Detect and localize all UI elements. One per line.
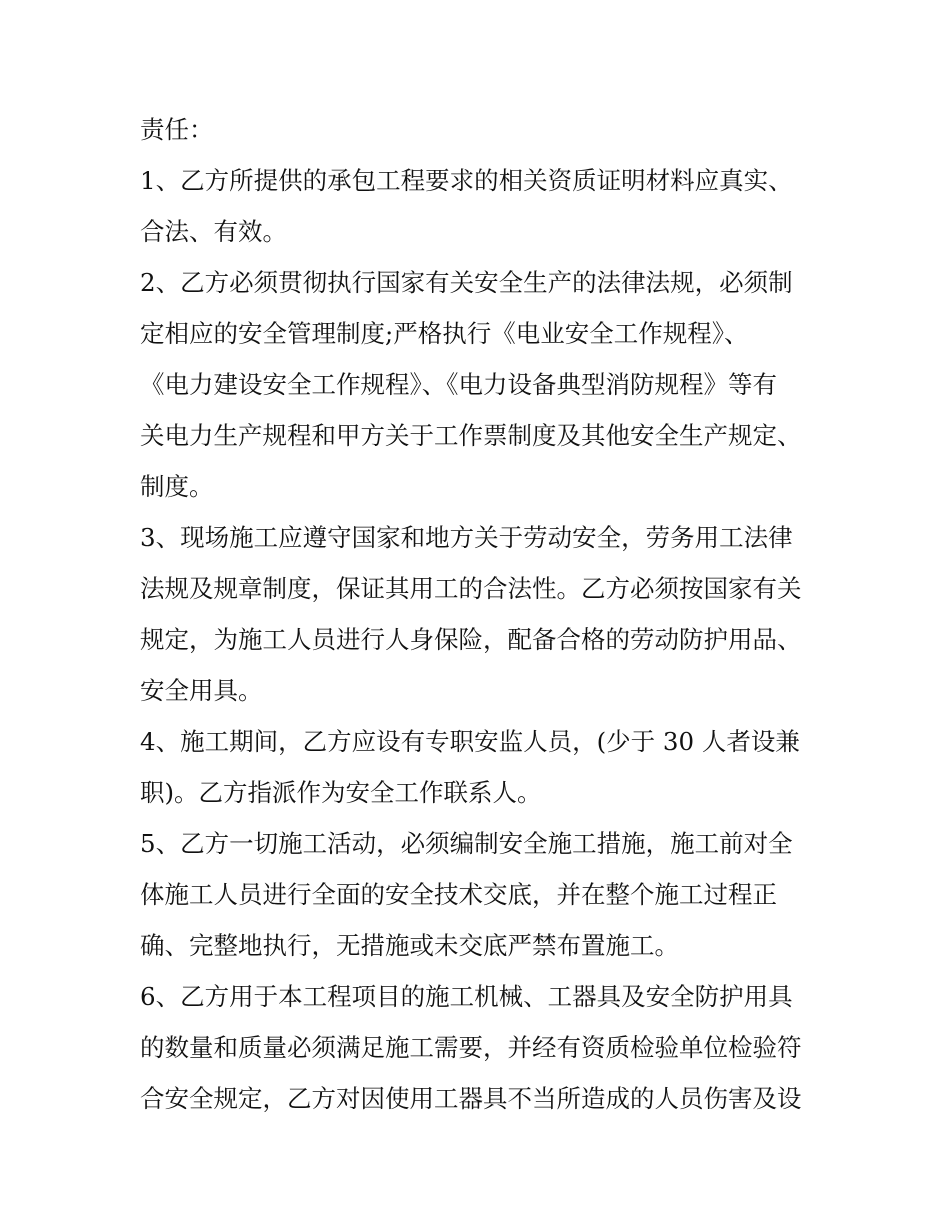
text-line: 的数量和质量必须满足施工需要，并经有资质检验单位检验符 bbox=[140, 1033, 802, 1062]
text-line: 制度。 bbox=[140, 472, 214, 501]
text-line: 《电力建设安全工作规程》、《电力设备典型消防规程》等有 bbox=[140, 370, 777, 399]
text-line: 确、完整地执行，无措施或未交底严禁布置施工。 bbox=[140, 931, 679, 960]
text-line: 合法、有效。 bbox=[140, 217, 287, 246]
text-line: 1、乙方所提供的承包工程要求的相关资质证明材料应真实、 bbox=[140, 166, 793, 195]
text-line: 职)。乙方指派作为安全工作联系人。 bbox=[140, 778, 542, 807]
text-line: 定相应的安全管理制度;严格执行《电业安全工作规程》、 bbox=[140, 319, 749, 348]
document-body bbox=[140, 104, 820, 1124]
text-line: 合安全规定，乙方对因使用工器具不当所造成的人员伤害及设 bbox=[140, 1084, 802, 1113]
text-line: 2、乙方必须贯彻执行国家有关安全生产的法律法规，必须制 bbox=[140, 268, 793, 297]
text-line: 责任： bbox=[140, 115, 214, 144]
text-line: 规定，为施工人员进行人身保险，配备合格的劳动防护用品、 bbox=[140, 625, 802, 654]
text-line: 体施工人员进行全面的安全技术交底，并在整个施工过程正 bbox=[140, 880, 777, 909]
text-line: 法规及规章制度，保证其用工的合法性。乙方必须按国家有关 bbox=[140, 574, 802, 603]
text-line: 3、现场施工应遵守国家和地方关于劳动安全，劳务用工法律 bbox=[140, 523, 793, 552]
text-line: 6、乙方用于本工程项目的施工机械、工器具及安全防护用具 bbox=[140, 982, 793, 1011]
text-line: 5、乙方一切施工活动，必须编制安全施工措施，施工前对全 bbox=[140, 829, 793, 858]
text-line: 安全用具。 bbox=[140, 676, 263, 705]
text-line: 4、施工期间，乙方应设有专职安监人员，(少于 30 人者设兼 bbox=[140, 727, 800, 756]
text-line: 关电力生产规程和甲方关于工作票制度及其他安全生产规定、 bbox=[140, 421, 802, 450]
